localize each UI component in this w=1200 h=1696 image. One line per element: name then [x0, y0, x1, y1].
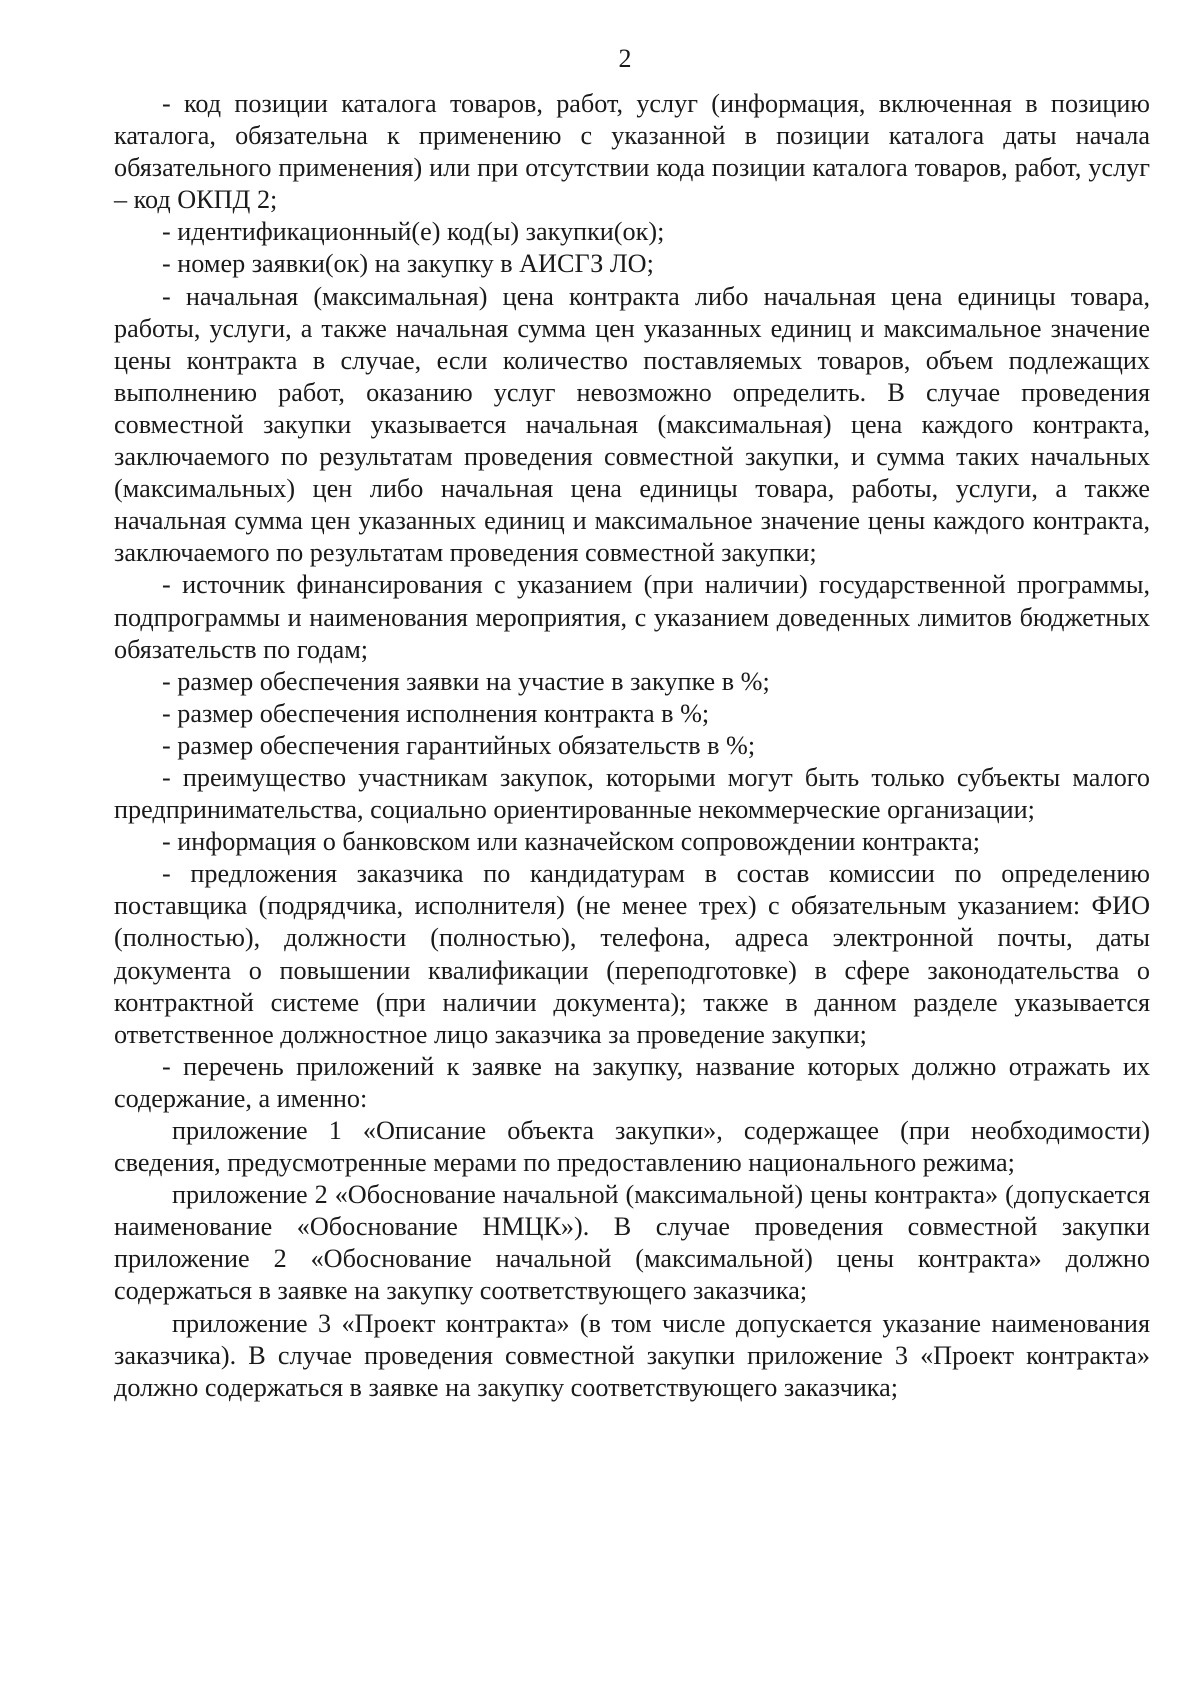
paragraph-commission-candidates: - предложения заказчика по кандидатурам в состав комиссии по определению поставщика (подрядчика, исполнителя) (не менее трех) с обязательным указанием: ФИО (полностью), должности (полностью), телефона, адреса электронной почты, даты документа о повышении квалификации (переподготовке) в сфере законодательства о контрактной системе (при наличии документа); также в данном разделе указывается ответственное должностное лицо заказчика за проведение закупки; — [114, 859, 1150, 1049]
paragraph-bid-security: - размер обеспечения заявки на участие в закупке в %; — [162, 666, 770, 696]
paragraph-initial-price: - начальная (максимальная) цена контракта либо начальная цена единицы товара, работы, услуги, а также начальная сумма цен указанных единиц и максимальное значение цены контракта в случае, если количество поставляемых товаров, объем подлежащих выполнению работ, оказанию услуг невозможно определить. В случае проведения совместной закупки указывается начальная (максимальная) цена каждого контракта, заключаемого по результатам проведения совместной закупки, и сумма таких начальных (максимальных) цен либо начальная цена единицы товара, работы, услуги, а также начальная сумма цен указанных единиц и максимальное значение цены каждого контракта, заключаемого по результатам проведения совместной закупки; — [114, 281, 1150, 568]
paragraph-attachment-1: приложение 1 «Описание объекта закупки», содержащее (при необходимости) сведения, предусмотренные мерами по предоставлению национального режима; — [114, 1116, 1150, 1178]
paragraph-attachments-list: - перечень приложений к заявке на закупку, название которых должно отражать их содержание, а именно: — [114, 1051, 1150, 1113]
paragraph-catalog-code: - код позиции каталога товаров, работ, услуг (информация, включенная в позицию каталога, обязательна к применению с указанной в позиции каталога даты начала обязательного применения) или при отсутствии кода позиции каталога товаров, работ, услуг – код ОКПД 2; — [114, 89, 1150, 215]
paragraph-bank-support: - информация о банковском или казначейском сопровождении контракта; — [162, 827, 980, 857]
paragraph-attachment-3: приложение 3 «Проект контракта» (в том числе допускается указание наименования заказчика). В случае проведения совместной закупки приложение 3 «Проект контракта» должно содержаться в заявке на закупку соответствующего заказчика; — [114, 1308, 1150, 1402]
paragraph-purchase-id-code: - идентификационный(е) код(ы) закупки(ок); — [162, 217, 665, 247]
paragraph-funding-source: - источник финансирования с указанием (при наличии) государственной программы, подпрограммы и наименования мероприятия, с указанием доведенных лимитов бюджетных обязательств по годам; — [114, 570, 1150, 664]
document-body — [114, 88, 1150, 1404]
page-number: 2 — [618, 44, 632, 73]
paragraph-contract-security: - размер обеспечения исполнения контракта в %; — [162, 698, 710, 728]
paragraph-request-number: - номер заявки(ок) на закупку в АИСГЗ ЛО; — [162, 249, 654, 279]
paragraph-warranty-security: - размер обеспечения гарантийных обязательств в %; — [162, 730, 756, 760]
paragraph-attachment-2: приложение 2 «Обоснование начальной (максимальной) цены контракта» (допускается наименование «Обоснование НМЦК»). В случае проведения совместной закупки приложение 2 «Обоснование начальной (максимальной) цены контракта» должно содержаться в заявке на закупку соответствующего заказчика; — [114, 1180, 1150, 1306]
paragraph-small-business-preference: - преимущество участникам закупок, которыми могут быть только субъекты малого предпринимательства, социально ориентированные некоммерческие организации; — [114, 762, 1150, 825]
